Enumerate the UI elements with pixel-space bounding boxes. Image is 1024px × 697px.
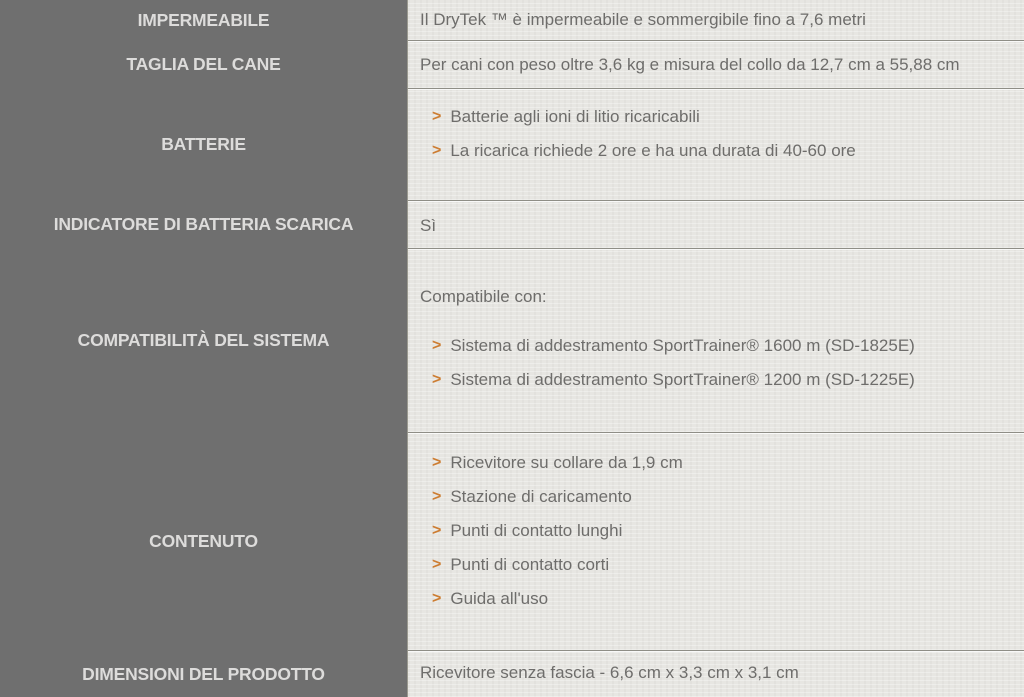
list-item	[432, 452, 1016, 474]
spec-bullet-list	[420, 106, 1016, 162]
list-item-text: Batterie agli ioni di litio ricaricabili	[450, 107, 700, 126]
spec-row-compatibilita	[0, 248, 1024, 432]
spec-label: DIMENSIONI DEL PRODOTTO	[0, 650, 407, 697]
arrow-bullet-icon: >	[432, 522, 442, 539]
list-item	[432, 588, 1016, 610]
arrow-bullet-icon: >	[432, 556, 442, 573]
spec-label: CONTENUTO	[0, 432, 407, 650]
list-item-text: La ricarica richiede 2 ore e ha una durata di 40-60 ore	[450, 141, 856, 160]
spec-value	[407, 0, 1024, 40]
spec-value	[407, 88, 1024, 200]
spec-intro-text: Compatibile con:	[420, 287, 547, 306]
list-item	[432, 369, 1016, 391]
spec-row-dimensioni	[0, 650, 1024, 697]
list-item-text: Ricevitore su collare da 1,9 cm	[450, 453, 683, 472]
spec-bullet-list	[420, 335, 1016, 391]
arrow-bullet-icon: >	[432, 590, 442, 607]
spec-value	[407, 200, 1024, 248]
spec-label: COMPATIBILITÀ DEL SISTEMA	[0, 248, 407, 432]
list-item	[432, 486, 1016, 508]
list-item-text: Sistema di addestramento SportTrainer® 1200 m (SD-1225E)	[450, 370, 915, 389]
list-item	[432, 106, 1016, 128]
spec-row-contenuto	[0, 432, 1024, 650]
spec-value	[407, 432, 1024, 650]
list-item	[432, 335, 1016, 357]
spec-label: TAGLIA DEL CANE	[0, 40, 407, 88]
list-item	[432, 520, 1016, 542]
list-item-text: Sistema di addestramento SportTrainer® 1600 m (SD-1825E)	[450, 336, 915, 355]
arrow-bullet-icon: >	[432, 337, 442, 354]
spec-label: INDICATORE DI BATTERIA SCARICA	[0, 200, 407, 248]
list-item-text: Stazione di caricamento	[450, 487, 632, 506]
spec-label: IMPERMEABILE	[0, 0, 407, 40]
spec-text: Ricevitore senza fascia - 6,6 cm x 3,3 cm x 3,1 cm	[420, 663, 799, 682]
arrow-bullet-icon: >	[432, 454, 442, 471]
spec-text: Per cani con peso oltre 3,6 kg e misura del collo da 12,7 cm a 55,88 cm	[420, 55, 960, 74]
list-item-text: Punti di contatto lunghi	[450, 521, 623, 540]
list-item	[432, 140, 1016, 162]
arrow-bullet-icon: >	[432, 371, 442, 388]
list-item-text: Punti di contatto corti	[450, 555, 610, 574]
spec-row-impermeabile	[0, 0, 1024, 40]
list-item-text: Guida all'uso	[450, 589, 549, 608]
spec-text: Il DryTek ™ è impermeabile e sommergibile fino a 7,6 metri	[420, 10, 866, 29]
list-item	[432, 554, 1016, 576]
spec-row-batterie	[0, 88, 1024, 200]
spec-row-indicatore-batteria	[0, 200, 1024, 248]
spec-value	[407, 248, 1024, 432]
spec-text: Sì	[420, 216, 437, 235]
spec-row-taglia-del-cane	[0, 40, 1024, 88]
spec-bullet-list	[420, 452, 1016, 610]
arrow-bullet-icon: >	[432, 142, 442, 159]
spec-value	[407, 650, 1024, 697]
spec-label: BATTERIE	[0, 88, 407, 200]
arrow-bullet-icon: >	[432, 108, 442, 125]
arrow-bullet-icon: >	[432, 488, 442, 505]
spec-value	[407, 40, 1024, 88]
